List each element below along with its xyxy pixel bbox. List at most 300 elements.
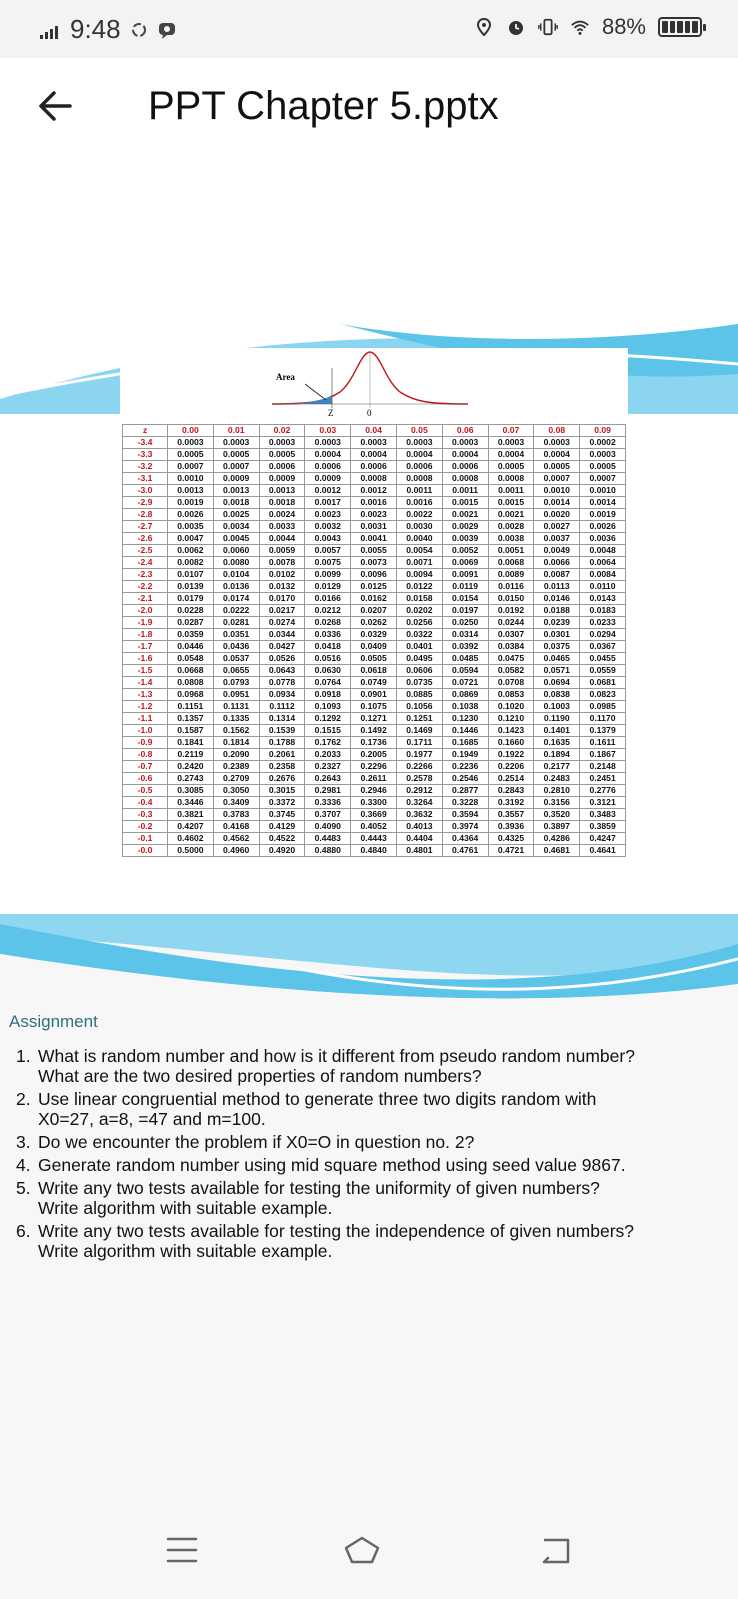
z-label: Z xyxy=(328,408,334,418)
ztable-header-row xyxy=(123,425,626,437)
ztable-cell: 0.0018 xyxy=(213,497,259,509)
ztable-cell: 0.1190 xyxy=(534,713,580,725)
ztable-cell: 0.3859 xyxy=(580,821,626,833)
ztable-cell: 0.3300 xyxy=(351,797,397,809)
ztable-cell: 0.0526 xyxy=(259,653,305,665)
ztable-cell: 0.0059 xyxy=(259,545,305,557)
ztable-cell: 0.0057 xyxy=(305,545,351,557)
ztable-cell: 0.0537 xyxy=(213,653,259,665)
ztable-cell: 0.0668 xyxy=(168,665,214,677)
ztable-cell: 0.0436 xyxy=(213,641,259,653)
ztable-cell: 0.0446 xyxy=(168,641,214,653)
ztable-cell: 0.2296 xyxy=(351,761,397,773)
ztable-cell: 0.0013 xyxy=(168,485,214,497)
ztable-cell: 0.0823 xyxy=(580,689,626,701)
ztable-cell: 0.0322 xyxy=(396,629,442,641)
ztable-cell: 0.0239 xyxy=(534,617,580,629)
ztable-cell: 0.0029 xyxy=(442,521,488,533)
slide-ztable[interactable] xyxy=(0,154,738,924)
ztable-cell: 0.1038 xyxy=(442,701,488,713)
ztable-cell: 0.4960 xyxy=(213,845,259,857)
ztable-cell: 0.0030 xyxy=(396,521,442,533)
ztable-cell: 0.0026 xyxy=(168,509,214,521)
question-item xyxy=(16,1046,708,1086)
ztable-cell: 0.0351 xyxy=(213,629,259,641)
ztable-cell: 0.0011 xyxy=(442,485,488,497)
ztable-z-value: -0.6 xyxy=(123,773,168,785)
ztable-cell: 0.0014 xyxy=(534,497,580,509)
ztable-cell: 0.0003 xyxy=(168,437,214,449)
ztable-cell: 0.0007 xyxy=(213,461,259,473)
ztable-cell: 0.0005 xyxy=(213,449,259,461)
ztable-row xyxy=(123,605,626,617)
ztable-cell: 0.0010 xyxy=(534,485,580,497)
ztable-row xyxy=(123,581,626,593)
ztable-z-value: -2.0 xyxy=(123,605,168,617)
ztable-z-value: -0.8 xyxy=(123,749,168,761)
ztable-cell: 0.0006 xyxy=(396,461,442,473)
ztable-cell: 0.0968 xyxy=(168,689,214,701)
ztable-cell: 0.0125 xyxy=(351,581,397,593)
app-header xyxy=(0,58,738,154)
ztable-cell: 0.0008 xyxy=(488,473,534,485)
ztable-cell: 0.0516 xyxy=(305,653,351,665)
ztable-cell: 0.4286 xyxy=(534,833,580,845)
ztable-row xyxy=(123,761,626,773)
ztable-cell: 0.1492 xyxy=(351,725,397,737)
ztable-cell: 0.1251 xyxy=(396,713,442,725)
ztable-cell: 0.4801 xyxy=(396,845,442,857)
ztable-cell: 0.0003 xyxy=(580,449,626,461)
zero-label: 0 xyxy=(367,408,372,418)
ztable-row xyxy=(123,821,626,833)
ztable-header: 0.00 xyxy=(168,425,214,437)
ztable-row xyxy=(123,641,626,653)
ztable-cell: 0.0495 xyxy=(396,653,442,665)
ztable-cell: 0.0007 xyxy=(168,461,214,473)
question-number: 4. xyxy=(16,1155,31,1175)
arrow-left-icon[interactable] xyxy=(34,84,78,128)
ztable-row xyxy=(123,725,626,737)
ztable-row xyxy=(123,497,626,509)
question-number: 1. xyxy=(16,1046,31,1066)
ztable-cell: 0.0036 xyxy=(580,533,626,545)
ztable-cell: 0.4129 xyxy=(259,821,305,833)
ztable-cell: 0.0004 xyxy=(305,449,351,461)
question-item xyxy=(16,1155,708,1175)
ztable-cell: 0.0250 xyxy=(442,617,488,629)
ztable-cell: 0.4761 xyxy=(442,845,488,857)
ztable-cell: 0.0475 xyxy=(488,653,534,665)
ztable-cell: 0.0080 xyxy=(213,557,259,569)
ztable-cell: 0.4052 xyxy=(351,821,397,833)
ztable-z-value: -0.5 xyxy=(123,785,168,797)
ztable-cell: 0.0005 xyxy=(488,461,534,473)
ztable-cell: 0.0005 xyxy=(534,461,580,473)
ztable-cell: 0.0047 xyxy=(168,533,214,545)
ztable-cell: 0.0384 xyxy=(488,641,534,653)
ztable-cell: 0.0207 xyxy=(351,605,397,617)
ztable-z-value: -1.7 xyxy=(123,641,168,653)
menu-icon[interactable] xyxy=(162,1530,202,1570)
ztable-cell: 0.1660 xyxy=(488,737,534,749)
ztable-cell: 0.0027 xyxy=(534,521,580,533)
ztable-row xyxy=(123,713,626,725)
ztable-cell: 0.3594 xyxy=(442,809,488,821)
ztable-cell: 0.0119 xyxy=(442,581,488,593)
ztable-cell: 0.2206 xyxy=(488,761,534,773)
ztable-cell: 0.0087 xyxy=(534,569,580,581)
ztable-cell: 0.0853 xyxy=(488,689,534,701)
ztable-cell: 0.0054 xyxy=(396,545,442,557)
ztable-cell: 0.0008 xyxy=(351,473,397,485)
question-number: 6. xyxy=(16,1221,31,1241)
ztable-cell: 0.4880 xyxy=(305,845,351,857)
ztable-cell: 0.0179 xyxy=(168,593,214,605)
ztable-z-value: -3.3 xyxy=(123,449,168,461)
ztable-cell: 0.3446 xyxy=(168,797,214,809)
ztable-z-value: -3.2 xyxy=(123,461,168,473)
ztable-cell: 0.0918 xyxy=(305,689,351,701)
ztable-cell: 0.3632 xyxy=(396,809,442,821)
ztable-cell: 0.0066 xyxy=(534,557,580,569)
ztable-cell: 0.2177 xyxy=(534,761,580,773)
ztable-cell: 0.2946 xyxy=(351,785,397,797)
ztable-cell: 0.0003 xyxy=(442,437,488,449)
ztable-z-value: -2.8 xyxy=(123,509,168,521)
ztable-z-value: -2.4 xyxy=(123,557,168,569)
ztable-cell: 0.0026 xyxy=(580,521,626,533)
ztable-cell: 0.3745 xyxy=(259,809,305,821)
ztable-cell: 0.0136 xyxy=(213,581,259,593)
ztable-cell: 0.0110 xyxy=(580,581,626,593)
home-icon[interactable] xyxy=(342,1530,382,1570)
ztable-cell: 0.0005 xyxy=(168,449,214,461)
ztable-z-value: -1.8 xyxy=(123,629,168,641)
ztable-cell: 0.1003 xyxy=(534,701,580,713)
status-left xyxy=(40,14,177,45)
ztable-cell: 0.4562 xyxy=(213,833,259,845)
ztable-cell: 0.0008 xyxy=(396,473,442,485)
question-text: Write algorithm with suitable example. xyxy=(38,1198,333,1218)
ztable-z-value: -3.0 xyxy=(123,485,168,497)
ztable-cell: 0.4090 xyxy=(305,821,351,833)
ztable-cell: 0.1292 xyxy=(305,713,351,725)
ztable-cell: 0.1611 xyxy=(580,737,626,749)
ztable-header: 0.03 xyxy=(305,425,351,437)
ztable-z-value: -1.3 xyxy=(123,689,168,701)
ztable-cell: 0.0040 xyxy=(396,533,442,545)
ztable-z-value: -1.4 xyxy=(123,677,168,689)
question-list xyxy=(16,1046,708,1264)
ztable-cell: 0.1635 xyxy=(534,737,580,749)
ztable-cell: 0.2877 xyxy=(442,785,488,797)
ztable-cell: 0.0694 xyxy=(534,677,580,689)
ztable-cell: 0.0005 xyxy=(259,449,305,461)
ztable-cell: 0.3821 xyxy=(168,809,214,821)
ztable-cell: 0.0049 xyxy=(534,545,580,557)
ztable-cell: 0.0170 xyxy=(259,593,305,605)
battery-icon xyxy=(658,17,702,37)
ztable-cell: 0.0003 xyxy=(259,437,305,449)
ztable-cell: 0.1841 xyxy=(168,737,214,749)
ztable-row xyxy=(123,461,626,473)
signal-icon xyxy=(40,21,58,39)
back-icon[interactable] xyxy=(536,1530,576,1570)
ztable-cell: 0.4840 xyxy=(351,845,397,857)
ztable-row xyxy=(123,845,626,857)
ztable-cell: 0.3557 xyxy=(488,809,534,821)
ztable-cell: 0.1562 xyxy=(213,725,259,737)
ztable-cell: 0.0116 xyxy=(488,581,534,593)
ztable-cell: 0.4404 xyxy=(396,833,442,845)
ztable-cell: 0.0559 xyxy=(580,665,626,677)
ztable-cell: 0.0764 xyxy=(305,677,351,689)
ztable-row xyxy=(123,749,626,761)
question-text: What is random number and how is it different from pseudo random number? xyxy=(38,1046,635,1066)
ztable-z-value: -0.2 xyxy=(123,821,168,833)
ztable-cell: 0.0129 xyxy=(305,581,351,593)
ztable-row xyxy=(123,521,626,533)
ztable-cell: 0.2912 xyxy=(396,785,442,797)
ztable-cell: 0.2090 xyxy=(213,749,259,761)
ztable-cell: 0.1977 xyxy=(396,749,442,761)
ztable-cell: 0.3192 xyxy=(488,797,534,809)
ztable-cell: 0.4443 xyxy=(351,833,397,845)
ztable-cell: 0.0262 xyxy=(351,617,397,629)
ztable-cell: 0.0344 xyxy=(259,629,305,641)
sync-icon xyxy=(129,20,149,40)
ztable-row xyxy=(123,809,626,821)
ztable-cell: 0.0392 xyxy=(442,641,488,653)
ztable-cell: 0.0571 xyxy=(534,665,580,677)
ztable-cell: 0.0020 xyxy=(534,509,580,521)
ztable-cell: 0.0465 xyxy=(534,653,580,665)
ztable-cell: 0.2119 xyxy=(168,749,214,761)
ztable-row xyxy=(123,785,626,797)
ztable-cell: 0.0749 xyxy=(351,677,397,689)
ztable-cell: 0.0314 xyxy=(442,629,488,641)
ztable-cell: 0.1587 xyxy=(168,725,214,737)
ztable-cell: 0.1271 xyxy=(351,713,397,725)
ztable-cell: 0.3897 xyxy=(534,821,580,833)
ztable-cell: 0.0401 xyxy=(396,641,442,653)
ztable-cell: 0.0985 xyxy=(580,701,626,713)
ztable-cell: 0.5000 xyxy=(168,845,214,857)
ztable-cell: 0.0004 xyxy=(488,449,534,461)
question-item xyxy=(16,1089,708,1129)
ztable-cell: 0.0035 xyxy=(168,521,214,533)
ztable-cell: 0.1056 xyxy=(396,701,442,713)
ztable-cell: 0.0869 xyxy=(442,689,488,701)
ztable-cell: 0.0228 xyxy=(168,605,214,617)
ztable-cell: 0.0041 xyxy=(351,533,397,545)
ztable-z-value: -1.5 xyxy=(123,665,168,677)
ztable-cell: 0.3520 xyxy=(534,809,580,821)
ztable-cell: 0.0375 xyxy=(534,641,580,653)
ztable-cell: 0.0409 xyxy=(351,641,397,653)
ztable-cell: 0.3085 xyxy=(168,785,214,797)
ztable-z-value: -2.1 xyxy=(123,593,168,605)
ztable-cell: 0.0244 xyxy=(488,617,534,629)
ztable-cell: 0.0064 xyxy=(580,557,626,569)
ztable-cell: 0.1762 xyxy=(305,737,351,749)
ztable-cell: 0.0154 xyxy=(442,593,488,605)
ztable-cell: 0.2514 xyxy=(488,773,534,785)
ztable-cell: 0.0011 xyxy=(396,485,442,497)
assignment-title: Assignment xyxy=(9,1012,98,1031)
ztable-cell: 0.0582 xyxy=(488,665,534,677)
ztable-cell: 0.3783 xyxy=(213,809,259,821)
ztable-z-value: -1.2 xyxy=(123,701,168,713)
ztable-cell: 0.0034 xyxy=(213,521,259,533)
ztable-cell: 0.0009 xyxy=(305,473,351,485)
ztable-row xyxy=(123,833,626,845)
ztable-card xyxy=(120,348,628,888)
ztable-cell: 0.0013 xyxy=(259,485,305,497)
ztable-row xyxy=(123,569,626,581)
ztable-z-value: -2.3 xyxy=(123,569,168,581)
ztable-cell: 0.0062 xyxy=(168,545,214,557)
ztable-cell: 0.0146 xyxy=(534,593,580,605)
ztable-cell: 0.0222 xyxy=(213,605,259,617)
ztable-cell: 0.0158 xyxy=(396,593,442,605)
ztable-cell: 0.0188 xyxy=(534,605,580,617)
ztable-cell: 0.0012 xyxy=(305,485,351,497)
ztable-cell: 0.0075 xyxy=(305,557,351,569)
ztable-cell: 0.4641 xyxy=(580,845,626,857)
location-icon xyxy=(474,17,494,37)
ztable-cell: 0.2005 xyxy=(351,749,397,761)
ztable-cell: 0.0485 xyxy=(442,653,488,665)
ztable-cell: 0.0055 xyxy=(351,545,397,557)
ztable-cell: 0.1894 xyxy=(534,749,580,761)
ztable-cell: 0.0274 xyxy=(259,617,305,629)
ztable-cell: 0.0015 xyxy=(488,497,534,509)
ztable-cell: 0.0630 xyxy=(305,665,351,677)
slide-assignment[interactable] xyxy=(0,1000,738,1340)
ztable-cell: 0.0004 xyxy=(396,449,442,461)
ztable-row xyxy=(123,485,626,497)
ztable-cell: 0.0019 xyxy=(168,497,214,509)
ztable-cell: 0.1151 xyxy=(168,701,214,713)
ztable-cell: 0.0735 xyxy=(396,677,442,689)
ztable-cell: 0.0281 xyxy=(213,617,259,629)
ztable-cell: 0.0021 xyxy=(488,509,534,521)
ztable-cell: 0.0197 xyxy=(442,605,488,617)
ztable-cell: 0.0038 xyxy=(488,533,534,545)
ztable-z-value: -1.9 xyxy=(123,617,168,629)
ztable-cell: 0.0010 xyxy=(168,473,214,485)
ztable-cell: 0.1075 xyxy=(351,701,397,713)
ztable-cell: 0.0052 xyxy=(442,545,488,557)
ztable-cell: 0.1335 xyxy=(213,713,259,725)
ztable-cell: 0.0003 xyxy=(534,437,580,449)
ztable-cell: 0.3121 xyxy=(580,797,626,809)
ztable-header: 0.04 xyxy=(351,425,397,437)
document-title: PPT Chapter 5.pptx xyxy=(148,84,499,128)
ztable-cell: 0.2643 xyxy=(305,773,351,785)
ztable-z-value: -2.2 xyxy=(123,581,168,593)
ztable-cell: 0.0048 xyxy=(580,545,626,557)
ztable-cell: 0.0051 xyxy=(488,545,534,557)
ztable-cell: 0.0104 xyxy=(213,569,259,581)
status-bar xyxy=(0,0,738,58)
ztable-row xyxy=(123,509,626,521)
question-item xyxy=(16,1132,708,1152)
battery-percent: 88% xyxy=(601,14,646,39)
ztable-cell: 0.0307 xyxy=(488,629,534,641)
ztable-header: 0.01 xyxy=(213,425,259,437)
ztable-cell: 0.0107 xyxy=(168,569,214,581)
ztable-cell: 0.0025 xyxy=(213,509,259,521)
ztable-cell: 0.0808 xyxy=(168,677,214,689)
question-text: Do we encounter the problem if X0=O in question no. 2? xyxy=(38,1132,475,1152)
question-item xyxy=(16,1178,708,1218)
alarm-icon xyxy=(506,17,526,37)
ztable-cell: 0.0885 xyxy=(396,689,442,701)
ztable-cell: 0.0301 xyxy=(534,629,580,641)
ztable-cell: 0.0073 xyxy=(351,557,397,569)
ztable-cell: 0.1949 xyxy=(442,749,488,761)
ztable-cell: 0.3669 xyxy=(351,809,397,821)
ztable-cell: 0.1170 xyxy=(580,713,626,725)
ztable-cell: 0.0643 xyxy=(259,665,305,677)
question-text: Write any two tests available for testing the uniformity of given numbers? xyxy=(38,1178,600,1198)
ztable-cell: 0.3707 xyxy=(305,809,351,821)
ztable-cell: 0.0007 xyxy=(534,473,580,485)
ztable-cell: 0.0096 xyxy=(351,569,397,581)
ztable-cell: 0.0132 xyxy=(259,581,305,593)
ztable-cell: 0.0091 xyxy=(442,569,488,581)
ztable-cell: 0.4721 xyxy=(488,845,534,857)
ztable-cell: 0.0019 xyxy=(580,509,626,521)
ztable-z-value: -1.6 xyxy=(123,653,168,665)
question-number: 3. xyxy=(16,1132,31,1152)
ztable-cell: 0.0122 xyxy=(396,581,442,593)
ztable-cell: 0.4325 xyxy=(488,833,534,845)
ztable-cell: 0.0006 xyxy=(259,461,305,473)
ztable-cell: 0.0778 xyxy=(259,677,305,689)
ztable-cell: 0.0202 xyxy=(396,605,442,617)
ztable-cell: 0.0015 xyxy=(442,497,488,509)
ztable-header: 0.08 xyxy=(534,425,580,437)
ztable-cell: 0.2061 xyxy=(259,749,305,761)
ztable-row xyxy=(123,617,626,629)
ztable-header: z xyxy=(123,425,168,437)
ztable-cell: 0.0012 xyxy=(351,485,397,497)
ztable-cell: 0.0003 xyxy=(305,437,351,449)
ztable-cell: 0.1515 xyxy=(305,725,351,737)
ztable-cell: 0.3409 xyxy=(213,797,259,809)
area-label: Area xyxy=(276,372,295,382)
ztable-cell: 0.2810 xyxy=(534,785,580,797)
ztable-row xyxy=(123,533,626,545)
ztable-z-value: -1.1 xyxy=(123,713,168,725)
ztable xyxy=(122,424,626,857)
ztable-cell: 0.0548 xyxy=(168,653,214,665)
ztable-cell: 0.0082 xyxy=(168,557,214,569)
ztable-z-value: -0.1 xyxy=(123,833,168,845)
question-text: What are the two desired properties of random numbers? xyxy=(38,1066,482,1086)
ztable-cell: 0.0256 xyxy=(396,617,442,629)
status-time: 9:48 xyxy=(70,14,121,44)
ztable-cell: 0.0068 xyxy=(488,557,534,569)
ztable-cell: 0.1112 xyxy=(259,701,305,713)
ztable-z-value: -2.7 xyxy=(123,521,168,533)
question-text: Write any two tests available for testing the independence of given numbers? xyxy=(38,1221,634,1241)
vibrate-icon xyxy=(538,17,558,37)
